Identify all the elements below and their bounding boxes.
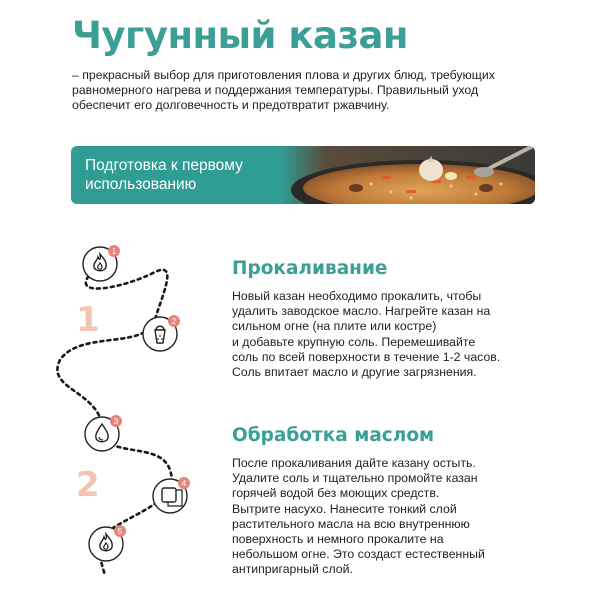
step-badge: 5	[117, 527, 123, 536]
intro-line: – прекрасный выбор для приготовления плова и других блюд, требующих	[72, 68, 495, 82]
banner-line: использованию	[85, 176, 197, 193]
body-line: Соль впитает масло и другие загрязнения.	[232, 365, 477, 380]
stage-number: 2	[76, 465, 100, 505]
fire-icon	[86, 524, 126, 564]
banner-line: Подготовка к первому	[85, 157, 243, 174]
body-line: антипригарный слой.	[232, 562, 353, 577]
intro-line: равномерного нагрева и поддержания температуры. Правильный уход	[72, 83, 479, 97]
body-line: горячей водой без моющих средств.	[232, 486, 440, 501]
step-badge: 3	[113, 417, 119, 426]
step-badge: 4	[181, 479, 187, 488]
section-title-calcination: Прокаливание	[232, 258, 388, 279]
section-body-calcination	[232, 289, 532, 380]
oil-drop-icon	[82, 414, 122, 454]
step-badge: 1	[111, 247, 117, 256]
body-line: поверхность и немного прокалите на	[232, 532, 444, 547]
body-line: сильном огне (на плите или костре)	[232, 319, 437, 334]
stage-number: 1	[76, 300, 100, 340]
body-line: растительного масла на всю внутреннюю	[232, 516, 470, 531]
paper-towel-icon	[150, 476, 190, 516]
intro-line: обеспечит его долговечность и предотвратит ржавчину.	[72, 98, 390, 112]
body-line: Удалите соль и тщательно промойте казан	[232, 471, 478, 486]
body-line: и добавьте крупную соль. Перемешивайте	[232, 334, 476, 349]
section-body-oiling	[232, 456, 532, 578]
body-line: соль по всей поверхности в течение 1-2 часов.	[232, 349, 501, 364]
step-badge: 2	[171, 317, 177, 326]
section-title-oiling: Обработка маслом	[232, 425, 435, 446]
salt-shaker-icon	[140, 314, 180, 354]
body-line: После прокаливания дайте казану остыть.	[232, 456, 476, 470]
fire-icon	[80, 244, 120, 284]
body-line: удалить заводское масло. Нагрейте казан на	[232, 304, 491, 319]
body-line: Новый казан необходимо прокалить, чтобы	[232, 289, 482, 303]
body-line: Вытрите насухо. Нанесите тонкий слой	[232, 501, 457, 516]
page-title: Чугунный казан	[72, 14, 408, 57]
body-line: небольшом огне. Это создаст естественный	[232, 547, 485, 562]
